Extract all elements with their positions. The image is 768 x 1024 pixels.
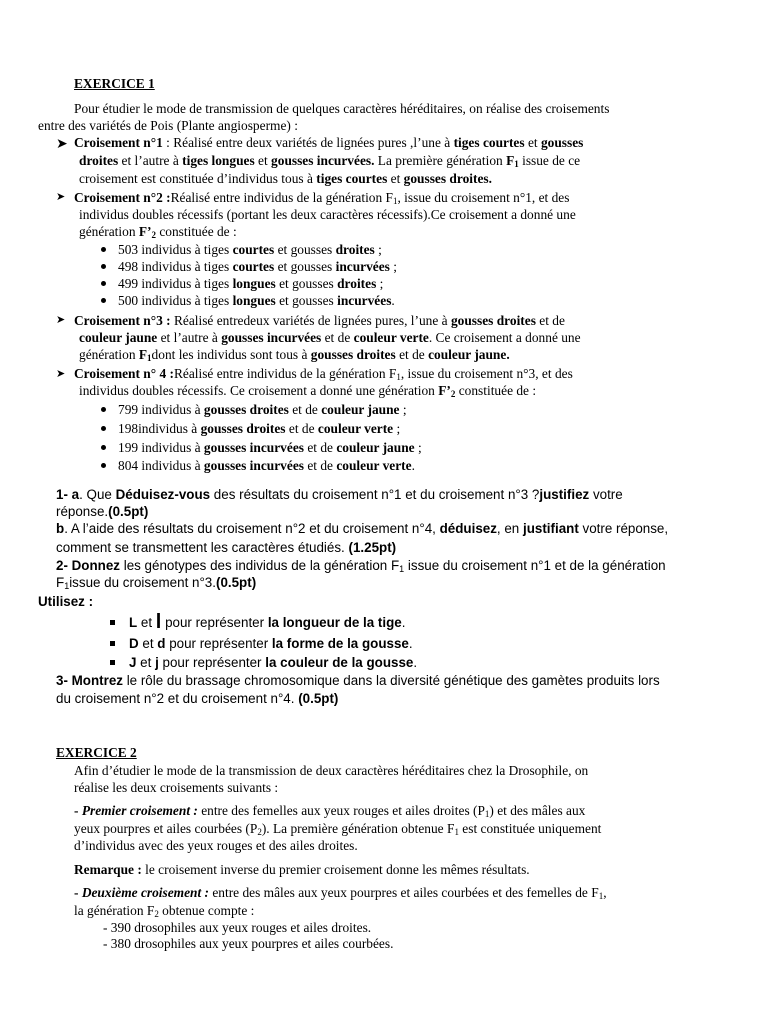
text-span: et de [303,458,337,473]
text-span: et de [288,402,322,417]
text-span: . [391,293,395,308]
text-span: 198individus à [118,421,201,436]
bold-span: couleur jaune [79,330,158,345]
text-span: entre des femelles aux yeux rouges et ailes droites (P [197,803,485,818]
text-span: . [401,615,406,630]
second-cross-label: Deuxième croisement : [81,885,209,900]
text-span: ; [399,402,407,417]
question-number: 3- [56,673,72,688]
text-span: . Ce croisement a donné une [428,330,581,345]
exercise-1-intro-line-2: entre des variétés de Pois (Plante angiosperme) : [38,118,298,133]
bullet-dot [101,264,106,269]
second-cross-result-2: - 380 drosophiles aux yeux pourpres et ailes courbées. [103,936,394,951]
subscript: 1 [399,564,405,574]
arrow-bullet-icon: ➤ [56,135,68,151]
question-3-line-2 [56,690,338,707]
text-span: entre des mâles aux yeux pourpres et ailes courbées et des femelles de F [209,885,599,900]
arrow-bullet-icon: ➤ [56,191,66,203]
text-span: 199 individus à [118,440,204,455]
use-item-1 [129,611,406,633]
cross-3-line-3 [79,346,510,363]
points: (0.5pt) [215,575,257,590]
cross-1-line-2 [79,152,580,169]
bullet-dot [101,281,106,286]
text-span: La première génération [374,153,507,168]
cross-1-label: Croisement n°1 [74,135,163,150]
bold-span: droites [337,276,377,291]
text-span: et [524,135,541,150]
text-span: la génération F [74,903,155,918]
allele-symbol: L [129,615,138,630]
dash: - [74,803,82,818]
subscript: 1 [147,353,152,363]
text-span: et de [535,313,565,328]
text-span: votre [589,487,623,502]
first-cross-label: Premier croisement : [81,803,198,818]
text-span: . [408,636,413,651]
text-span: . Que [79,487,116,502]
text-span: croisement est constituée d’individus tous à [79,171,317,186]
bold-span: couleur verte [317,421,394,436]
bold-span: tiges courtes [316,171,388,186]
bold-span: couleur jaune [336,440,415,455]
bold-span: Déduisez-vous [115,487,211,502]
allele-symbol: l [155,611,162,633]
text-span: pour représenter [161,615,268,630]
exercise-1-title: EXERCICE 1 [74,76,155,91]
cross-2-line-1 [74,189,569,206]
remarque-label: Remarque : [74,862,142,877]
cross-1-line-3 [79,170,492,187]
text-span: le croisement inverse du premier croisement donne les mêmes résultats. [141,862,530,877]
text-span: 499 individus à tiges [118,276,233,291]
dash: - [74,885,82,900]
bold-span: gousses droites. [403,171,492,186]
bullet-dot [101,463,106,468]
bullet-dot [101,407,106,412]
bold-span: F’ [138,224,152,239]
text-span: . A l’aide des résultats du croisement n°2 et du croisement n°4, [64,521,440,536]
bold-span: droites [335,242,375,257]
text-span: F [56,575,65,590]
text-span: et gousses [274,242,336,257]
cross-3-line-2 [79,329,581,346]
subscript: 1 [64,581,70,591]
text-span: , [603,885,607,900]
bold-span: gousses [540,135,584,150]
question-2-line-2 [56,574,256,591]
text-span: et [138,636,158,651]
cross-3-label: Croisement n°3 : [74,313,171,328]
second-cross-result-1: - 390 drosophiles aux yeux rouges et ailes droites. [103,920,372,935]
text-span: les génotypes des individus de la génération F [120,558,400,573]
text-span: et gousses [275,276,338,291]
subscript: 1 [484,809,490,819]
text-span: et [137,615,156,630]
text-span: génération [79,347,139,362]
use-item-2 [129,635,413,652]
subscript: 2 [154,909,159,919]
text-span: et l’autre à [157,330,222,345]
square-bullet [110,641,115,646]
arrow-bullet-icon: ➤ [56,368,66,380]
text-span: constituée de : [156,224,237,239]
bold-span: gousses droites [203,402,289,417]
question-1b-line-2 [56,539,396,556]
text-span: du croisement n°2 et du croisement n°4. [56,691,299,706]
cross-4-line-2 [79,382,536,399]
text-span: . [411,458,415,473]
text-span: et [387,171,404,186]
bold-span: gousses incurvées. [271,153,375,168]
text-span: et [136,655,156,670]
question-letter: a [71,487,80,502]
bold-span: longues [232,276,276,291]
points: (0.5pt) [298,691,339,706]
bullet-dot [101,426,106,431]
question-1b-line-1 [56,520,668,537]
text-span: issue du croisement n°1 et de la génération [404,558,666,573]
text-span: votre réponse, [578,521,669,536]
question-number: 2- [56,558,72,573]
subscript: 2 [151,230,156,240]
text-span: des résultats du croisement n°1 et du croisement n°3 ? [210,487,540,502]
bold-span: courtes [232,242,275,257]
text-span: ; [374,242,382,257]
exercise-2-title: EXERCICE 2 [56,745,137,760]
bold-span: la couleur de la gousse [265,655,414,670]
text-span: yeux pourpres et ailes courbées (P [74,821,258,836]
allele-symbol: D [129,636,139,651]
text-span: est constituée uniquement [458,821,602,836]
subscript: 1 [392,196,398,206]
allele-symbol: J [129,655,137,670]
text-span: obtenue compte : [158,903,255,918]
bold-span: incurvées [335,259,390,274]
bold-span: la forme de la gousse [271,636,409,651]
bold-span: incurvées [337,293,392,308]
text-span: génération [79,224,139,239]
cross-4-result-1 [118,401,407,418]
text-span: issue du croisement n°3. [69,575,216,590]
text-span: 498 individus à tiges [118,259,233,274]
bold-span: couleur jaune. [428,347,510,362]
cross-4-result-2 [118,420,400,437]
text-span: et l’autre à [118,153,183,168]
text-span: et de [321,330,354,345]
bold-span: gousses droites [450,313,536,328]
remarque [74,861,530,878]
bullet-dot [101,298,106,303]
text-span: 503 individus à tiges [118,242,233,257]
question-1a-line-2 [56,503,148,520]
points: (1.25pt) [348,540,397,555]
bullet-dot [101,445,106,450]
text-span: 799 individus à [118,402,204,417]
subscript: 1 [514,159,519,169]
text-span: Réalisé entredeux variétés de lignées pures, l’une à [170,313,451,328]
cross-2-result-4 [118,292,395,309]
text-span: ; [414,440,422,455]
text-span: comment se transmettent les caractères étudiés. [56,540,349,555]
bold-span: courtes [232,259,275,274]
arrow-bullet-icon: ➤ [56,314,66,326]
text-span: : Réalisé entre deux variétés de lignées pures ,l’une à [162,135,454,150]
bold-span: déduisez [439,521,497,536]
text-span: 500 individus à tiges [118,293,233,308]
text-span: ; [393,421,401,436]
text-span: 804 individus à [118,458,204,473]
text-span: et de [303,440,337,455]
bold-span: tiges longues [182,153,255,168]
exercise-2-intro-line-2: réalise les deux croisements suivants : [74,780,279,795]
text-span: le rôle du brassage chromosomique dans la diversité génétique des gamètes produits lors [122,673,660,688]
text-span: ) et des mâles aux [489,803,586,818]
text-span: ; [376,276,384,291]
bold-span: longues [232,293,276,308]
subscript: 1 [396,372,401,382]
text-span: et gousses [275,293,338,308]
square-bullet [110,620,115,625]
cross-2-label: Croisement n°2 : [74,190,171,205]
text-span: , issue du croisement n°1, et des [397,190,570,205]
bold-span: Montrez [71,673,123,688]
subscript: 1 [598,891,604,901]
points: (0.5pt) [108,504,149,519]
text-span: , en [496,521,523,536]
bold-span: gousses incurvées [203,458,304,473]
allele-symbol: j [155,655,159,670]
bold-span: gousses droites [200,421,286,436]
bold-span: droites [79,153,119,168]
cross-4-label: Croisement n° 4 : [74,366,174,381]
cross-2-result-1 [118,241,382,258]
text-span: ; [389,259,397,274]
first-cross-line-1 [74,802,585,819]
subscript: 2 [450,389,456,399]
bold-span: gousses droites [310,347,396,362]
text-span: réponse. [56,504,109,519]
text-span: pour représenter [165,636,272,651]
text-span: Réalisé entre individus de la génération F [173,366,397,381]
text-span: . [413,655,418,670]
bold-span: justifiez [539,487,590,502]
text-span: et [254,153,272,168]
text-span: ). La première génération obtenue F [261,821,455,836]
text-span: constituée de : [455,383,537,398]
cross-3-line-1 [74,312,565,329]
question-letter: b [56,521,65,536]
bold-span: couleur verte [353,330,429,345]
bold-span: la longueur de la tige [267,615,402,630]
question-1a-line-1 [56,486,623,503]
cross-2-line-3 [79,223,237,240]
cross-4-result-4 [118,457,415,474]
bold-span: Donnez [71,558,120,573]
text-span: dont les individus sont tous à [151,347,311,362]
subscript: 1 [454,827,459,837]
use-item-3 [129,654,417,671]
bold-span: F [138,347,148,362]
text-span: issue de ce [518,153,581,168]
text-span: , issue du croisement n°3, et des [400,366,573,381]
cross-1-line-1 [74,134,583,151]
bold-span: tiges courtes [453,135,525,150]
second-cross-line-1 [74,884,607,901]
text-span: et de [285,421,318,436]
cross-4-line-1 [74,365,573,382]
first-cross-line-2 [74,820,601,837]
bold-span: couleur verte [336,458,412,473]
utilisez-label: Utilisez : [38,594,94,609]
allele-symbol: d [157,636,166,651]
text-span: pour représenter [158,655,266,670]
exercise-1-intro-line-1: Pour étudier le mode de transmission de quelques caractères héréditaires, on réalise des croisements [74,101,610,116]
bold-span: F [506,153,515,168]
exercise-2-intro-line-1: Afin d’étudier le mode de la transmission de deux caractères héréditaires chez la Drosophile, on [74,763,589,778]
cross-4-result-3 [118,439,422,456]
cross-2-result-3 [118,275,383,292]
bold-span: justifiant [522,521,579,536]
bold-span: F’ [438,383,451,398]
question-2-line-1 [56,557,666,574]
bullet-dot [101,247,106,252]
text-span: et gousses [274,259,336,274]
bold-span: gousses incurvées [221,330,322,345]
bold-span: couleur jaune [321,402,400,417]
first-cross-line-3: d’individus avec des yeux rouges et des ailes droites. [74,838,358,853]
bold-span: gousses incurvées [203,440,304,455]
question-3-line-1 [56,672,660,689]
text-span: individus doubles récessifs. Ce croisement a donné une génération [79,383,439,398]
text-span: Réalisé entre individus de la génération F [170,190,393,205]
subscript: 2 [257,827,262,837]
question-number: 1- [56,487,72,502]
square-bullet [110,660,115,665]
text-span: et de [395,347,429,362]
second-cross-line-2 [74,902,254,919]
cross-2-result-2 [118,258,397,275]
cross-2-line-2: individus doubles récessifs (portant les deux caractères récessifs).Ce croisement a donné une [79,207,576,222]
